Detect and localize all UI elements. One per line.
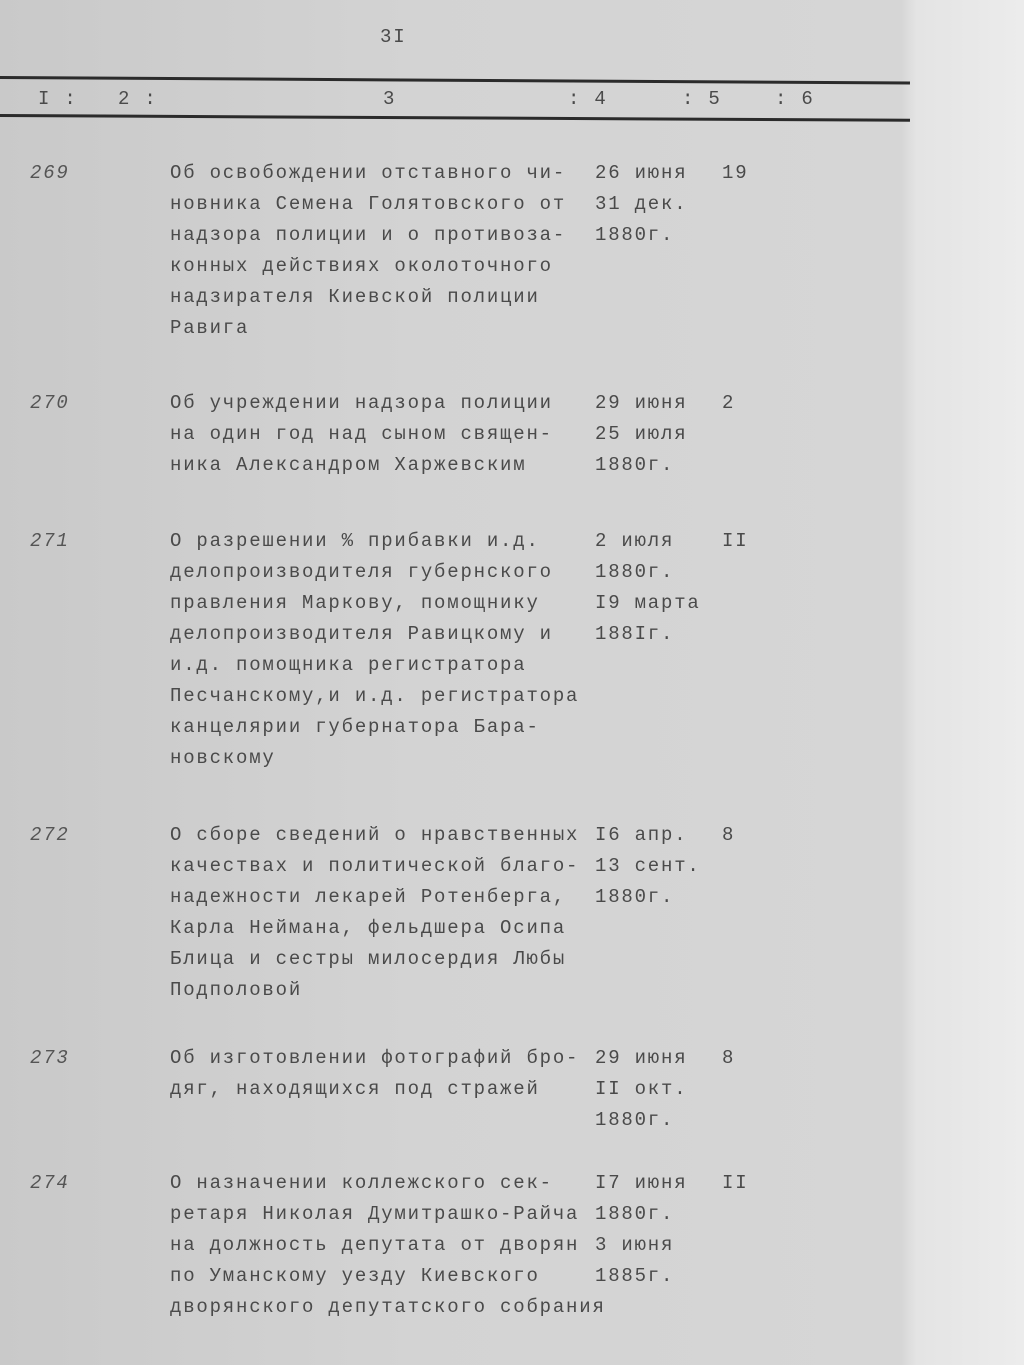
entry-description xyxy=(170,1043,579,1105)
column-header-2: 2 : xyxy=(118,88,158,110)
date-line: 1880г. xyxy=(595,1203,675,1225)
description-line: ретаря Николая Думитрашко-Райча xyxy=(170,1203,580,1225)
description-line: новника Семена Голятовского от xyxy=(170,193,567,215)
entry-dates xyxy=(595,820,701,913)
date-line: 1880г. xyxy=(595,561,675,583)
entry-dates xyxy=(595,388,687,481)
description-line: Карла Неймана, фельдшера Осипа xyxy=(170,917,567,939)
date-line: I7 июня xyxy=(595,1172,688,1194)
description-line: конных действиях околоточного xyxy=(170,255,553,277)
description-line: новскому xyxy=(170,747,276,769)
entry-number: 272 xyxy=(30,824,70,846)
entry-sheet-count: 8 xyxy=(722,824,736,846)
date-line: I6 апр. xyxy=(595,824,688,846)
column-header-1: I : xyxy=(38,88,78,110)
entry-sheet-count: II xyxy=(722,530,749,552)
date-line: 188Iг. xyxy=(595,623,675,645)
date-line: II окт. xyxy=(595,1078,688,1100)
description-line: правления Маркову, помощнику xyxy=(170,592,540,614)
entry-sheet-count: 8 xyxy=(722,1047,736,1069)
entry-sheet-count: 19 xyxy=(722,162,749,184)
entry-description xyxy=(170,388,553,481)
description-line: надежности лекарей Ротенберга, xyxy=(170,886,567,908)
date-line: 1885г. xyxy=(595,1265,675,1287)
entry-dates xyxy=(595,1168,687,1292)
column-header-3: 3 xyxy=(383,88,397,110)
description-line: делопроизводителя губернского xyxy=(170,561,553,583)
date-line: 31 дек. xyxy=(595,193,688,215)
column-header-6: : 6 xyxy=(775,88,815,110)
date-line: 13 сент. xyxy=(595,855,701,877)
description-line: Подполовой xyxy=(170,979,303,1001)
entry-number: 269 xyxy=(30,162,70,184)
date-line: 3 июня xyxy=(595,1234,675,1256)
entry-description xyxy=(170,526,579,774)
description-line: дворянского депутатского собрания xyxy=(170,1296,606,1318)
date-line: 25 июля xyxy=(595,423,688,445)
column-header-5: : 5 xyxy=(682,88,722,110)
header-bottom-rule xyxy=(0,114,910,122)
date-line: 26 июня xyxy=(595,162,688,184)
description-line: Об освобождении отставного чи- xyxy=(170,162,567,184)
entry-sheet-count: 2 xyxy=(722,392,736,414)
description-line: Блица и сестры милосердия Любы xyxy=(170,948,567,970)
description-line: надзора полиции и о противоза- xyxy=(170,224,567,246)
description-line: Об изготовлении фотографий бро- xyxy=(170,1047,580,1069)
description-line: Об учреждении надзора полиции xyxy=(170,392,553,414)
description-line: дяг, находящихся под стражей xyxy=(170,1078,540,1100)
entry-dates xyxy=(595,526,701,650)
entry-sheet-count: II xyxy=(722,1172,749,1194)
description-line: и.д. помощника регистратора xyxy=(170,654,527,676)
entry-description xyxy=(170,158,566,344)
entry-dates xyxy=(595,1043,687,1136)
entry-number: 273 xyxy=(30,1047,70,1069)
description-line: канцелярии губернатора Бара- xyxy=(170,716,540,738)
description-line: О назначении коллежского сек- xyxy=(170,1172,553,1194)
entry-number: 274 xyxy=(30,1172,70,1194)
description-line: качествах и политической благо- xyxy=(170,855,580,877)
description-line: по Уманскому уезду Киевского xyxy=(170,1265,540,1287)
entry-number: 270 xyxy=(30,392,70,414)
description-line: на один год над сыном священ- xyxy=(170,423,553,445)
column-header-4: : 4 xyxy=(568,88,608,110)
date-line: 29 июня xyxy=(595,392,688,414)
date-line: 1880г. xyxy=(595,224,675,246)
page-number: 3I xyxy=(380,26,407,48)
description-line: О сборе сведений о нравственных xyxy=(170,824,580,846)
description-line: надзирателя Киевской полиции xyxy=(170,286,540,308)
description-line: делопроизводителя Равицкому и xyxy=(170,623,553,645)
description-line: на должность депутата от дворян xyxy=(170,1234,580,1256)
date-line: 1880г. xyxy=(595,886,675,908)
date-line: 2 июля xyxy=(595,530,675,552)
date-line: 1880г. xyxy=(595,454,675,476)
description-line: Равига xyxy=(170,317,250,339)
date-line: 1880г. xyxy=(595,1109,675,1131)
description-line: О разрешении % прибавки и.д. xyxy=(170,530,540,552)
entry-description xyxy=(170,820,579,1006)
date-line: 29 июня xyxy=(595,1047,688,1069)
entry-dates xyxy=(595,158,687,251)
date-line: I9 марта xyxy=(595,592,701,614)
entry-number: 271 xyxy=(30,530,70,552)
entry-description xyxy=(170,1168,606,1323)
description-line: Песчанскому,и и.д. регистратора xyxy=(170,685,580,707)
description-line: ника Александром Харжевским xyxy=(170,454,527,476)
